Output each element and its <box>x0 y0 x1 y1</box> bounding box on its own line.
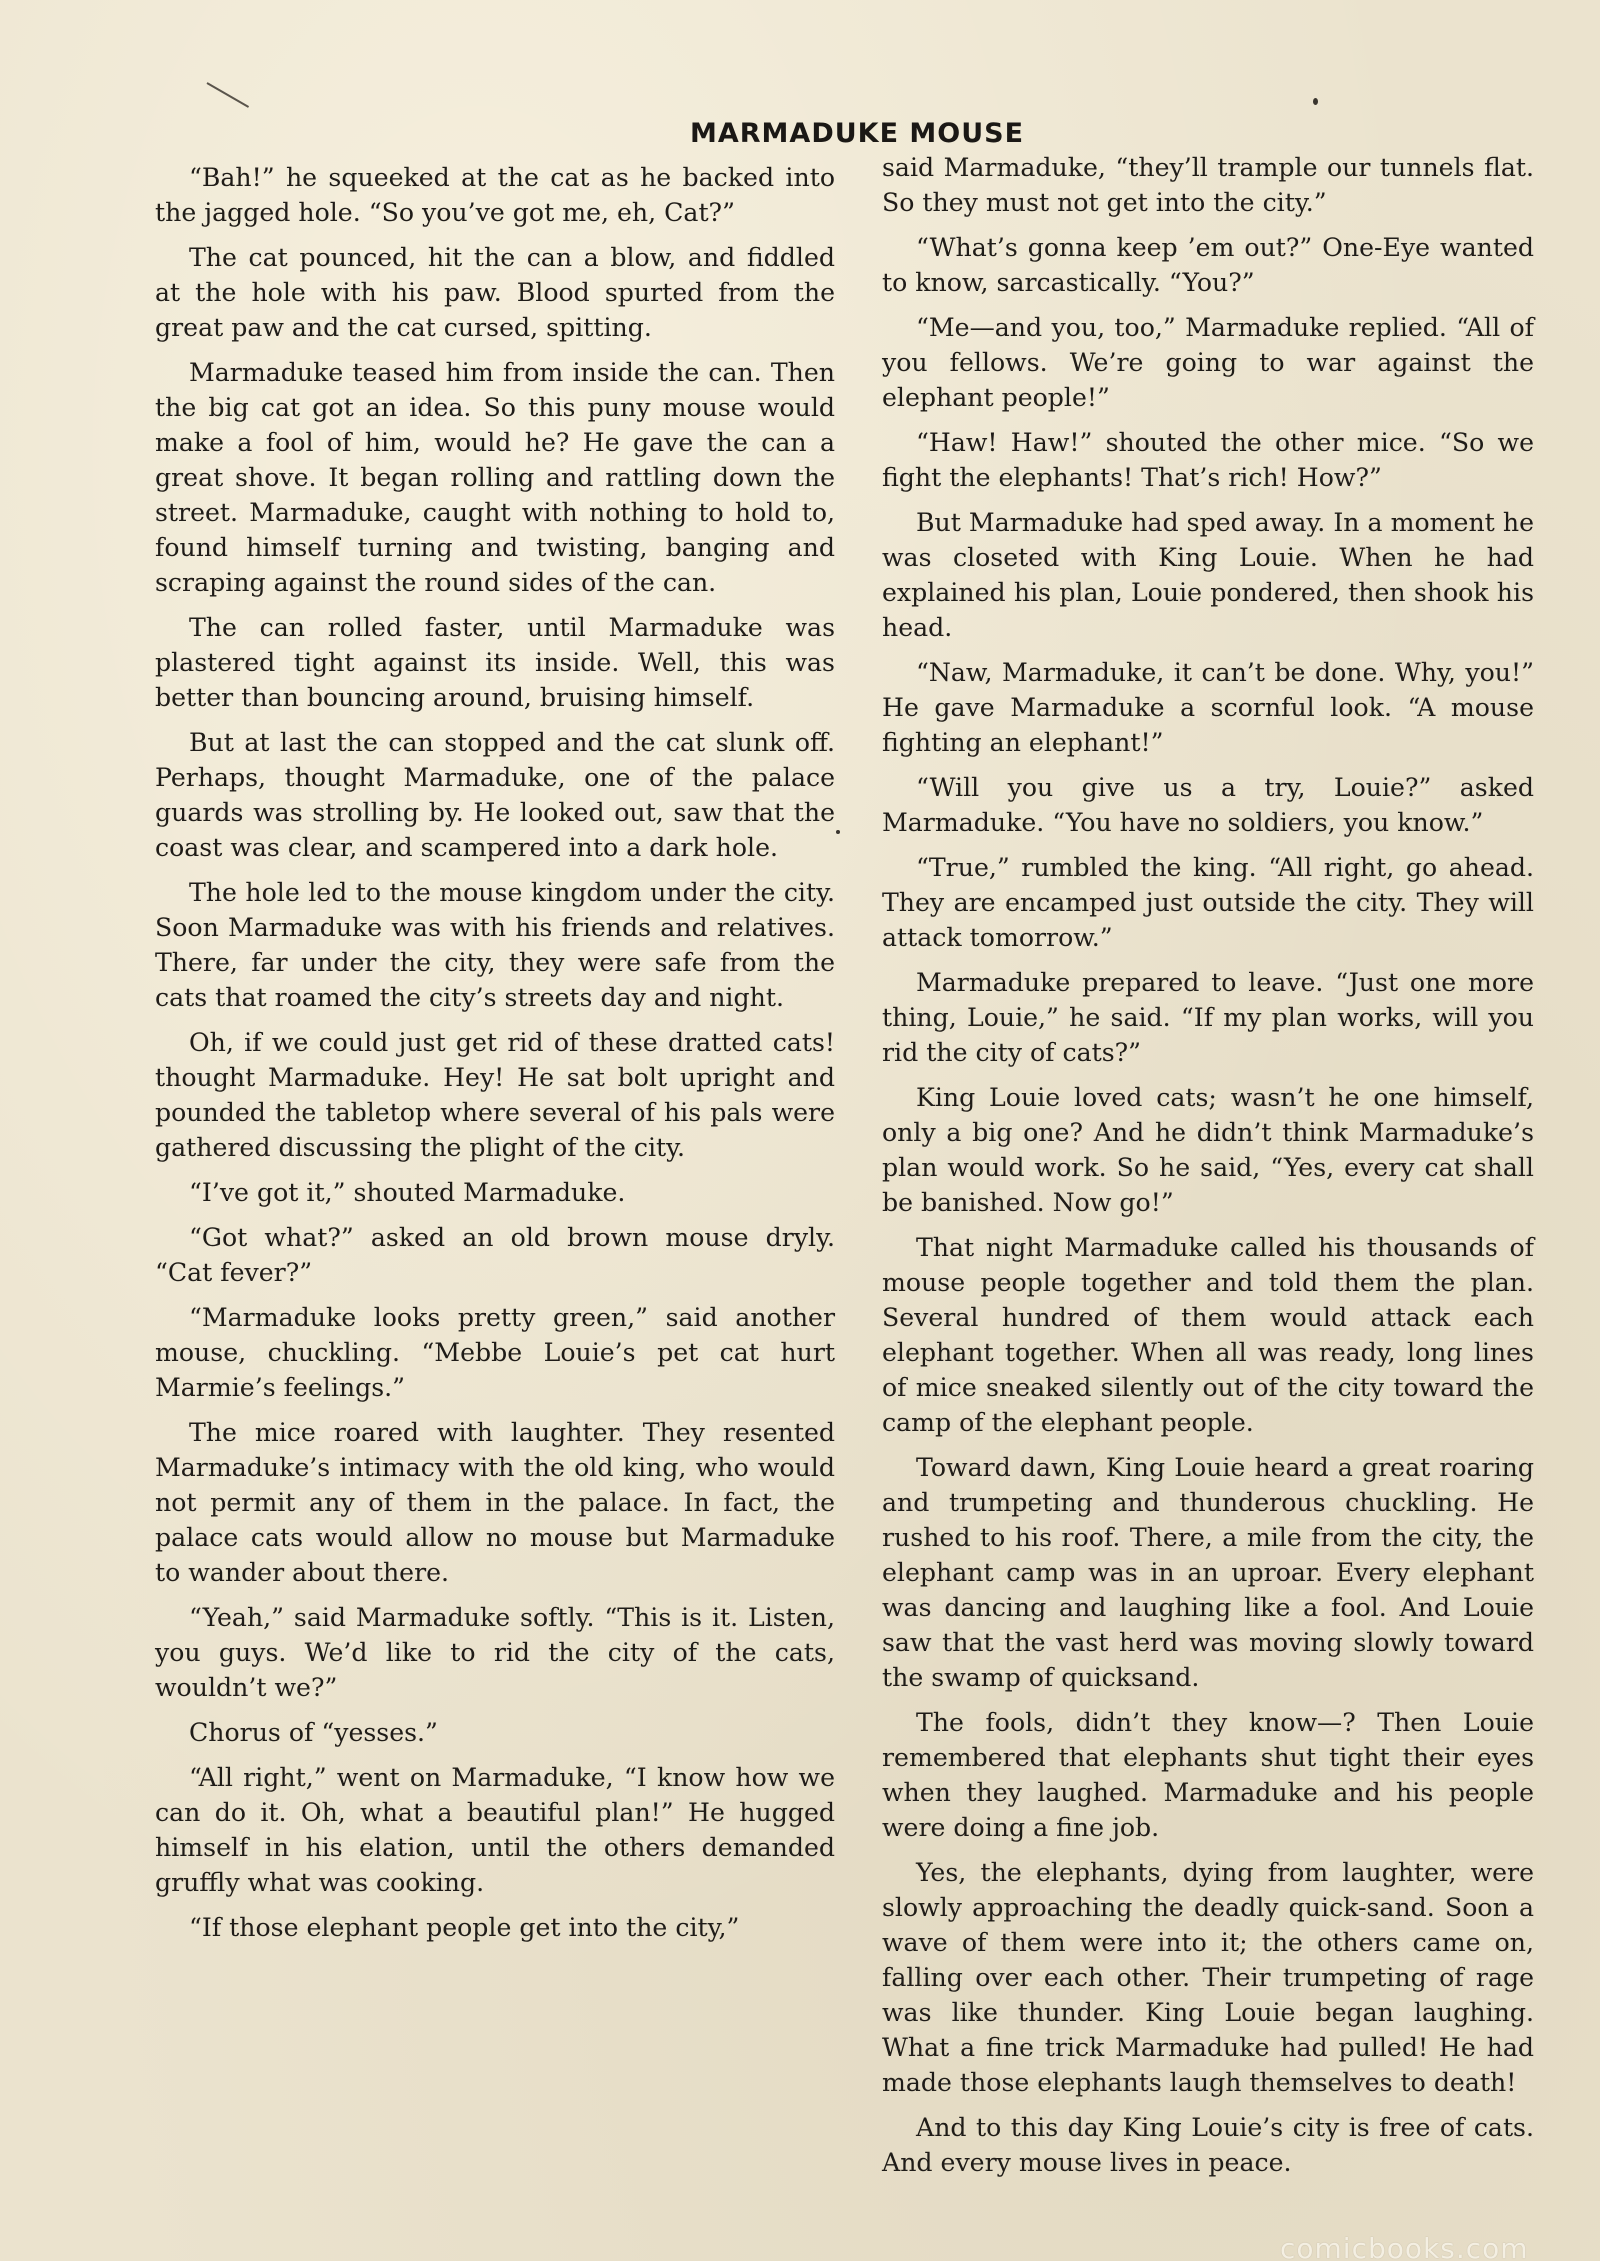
print-scratch-mark <box>207 82 250 108</box>
paragraph: But Marmaduke had sped away. In a moment he was closeted with King Louie. When he had explained his plan, Louie pondered, then shook his head. <box>882 508 1534 642</box>
paragraph: “Naw, Marmaduke, it can’t be done. Why, you!” He gave Marmaduke a scornful look. “A mouse fighting an elephant!” <box>882 658 1534 757</box>
paragraph: “Will you give us a try, Louie?” asked Marmaduke. “You have no soldiers, you know.” <box>882 773 1534 837</box>
paragraph: King Louie loved cats; wasn’t he one himself, only a big one? And he didn’t think Marmaduke’s plan would work. So he said, “Yes, every cat shall be banished. Now go!” <box>882 1083 1534 1217</box>
left-text-column <box>155 160 835 1955</box>
paragraph: said Marmaduke, “they’ll trample our tunnels flat. So they must not get into the city.” <box>882 153 1534 217</box>
paragraph: “Yeah,” said Marmaduke softly. “This is it. Listen, you guys. We’d like to rid the city of the cats, wouldn’t we?” <box>155 1603 835 1702</box>
paragraph: Marmaduke teased him from inside the can. Then the big cat got an idea. So this puny mouse would make a fool of him, would he? He gave the can a great shove. It began rolling and rattling down the street. Marmaduke, caught with nothing to hold to, found himself turning and twisting, banging and scraping against the round sides of the can. <box>155 358 835 597</box>
paragraph: “Got what?” asked an old brown mouse dryly. “Cat fever?” <box>155 1223 835 1287</box>
paragraph: The cat pounced, hit the can a blow, and fiddled at the hole with his paw. Blood spurted from the great paw and the cat cursed, spitting. <box>155 243 835 342</box>
paragraph: Marmaduke prepared to leave. “Just one more thing, Louie,” he said. “If my plan works, will you rid the city of cats?” <box>882 968 1534 1067</box>
page-header: MARMADUKE MOUSE <box>690 118 1025 149</box>
print-speck <box>836 830 840 834</box>
print-speck <box>1313 98 1318 105</box>
paragraph: “Bah!” he squeeked at the cat as he backed into the jagged hole. “So you’ve got me, eh, Cat?” <box>155 163 835 227</box>
paragraph: “All right,” went on Marmaduke, “I know how we can do it. Oh, what a beautiful plan!” He hugged himself in his elation, until the others demanded gruffly what was cooking. <box>155 1763 835 1897</box>
paragraph: The hole led to the mouse kingdom under the city. Soon Marmaduke was with his friends and relatives. There, far under the city, they were safe from the cats that roamed the city’s streets day and night. <box>155 878 835 1012</box>
watermark-text: comicbooks.com <box>1280 2232 1529 2261</box>
paragraph: “I’ve got it,” shouted Marmaduke. <box>189 1178 626 1207</box>
paragraph: Yes, the elephants, dying from laughter, were slowly approaching the deadly quick-sand. Soon a wave of them were into it; the others came on, falling over each other. Their trumpeting of rage was like thunder. King Louie began laughing. What a fine trick Marmaduke had pulled! He had made those elephants laugh themselves to death! <box>882 1858 1534 2097</box>
right-text-column <box>882 150 1534 2190</box>
paragraph: The can rolled faster, until Marmaduke was plastered tight against its inside. Well, this was better than bouncing around, bruising himself. <box>155 613 835 712</box>
paragraph: But at last the can stopped and the cat slunk off. Perhaps, thought Marmaduke, one of the palace guards was strolling by. He looked out, saw that the coast was clear, and scampered into a dark hole. <box>155 728 835 862</box>
paragraph: Toward dawn, King Louie heard a great roaring and trumpeting and thunderous chuckling. He rushed to his roof. There, a mile from the city, the elephant camp was in an uproar. Every elephant was dancing and laughing like a fool. And Louie saw that the vast herd was moving slowly toward the swamp of quicksand. <box>882 1453 1534 1692</box>
paragraph: Chorus of “yesses.” <box>189 1718 438 1747</box>
paragraph: “What’s gonna keep ’em out?” One-Eye wanted to know, sarcastically. “You?” <box>882 233 1534 297</box>
paragraph: “If those elephant people get into the city,” <box>189 1913 740 1942</box>
paragraph: “Me—and you, too,” Marmaduke replied. “All of you fellows. We’re going to war against the elephant people!” <box>882 313 1534 412</box>
paragraph: That night Marmaduke called his thousands of mouse people together and told them the plan. Several hundred of them would attack each elephant together. When all was ready, long lines of mice sneaked silently out of the city toward the camp of the elephant people. <box>882 1233 1534 1437</box>
paragraph: “True,” rumbled the king. “All right, go ahead. They are encamped just outside the city. They will attack tomorrow.” <box>882 853 1534 952</box>
paragraph: The mice roared with laughter. They resented Marmaduke’s intimacy with the old king, who would not permit any of them in the palace. In fact, the palace cats would allow no mouse but Marmaduke to wander about there. <box>155 1418 835 1587</box>
paragraph: “Haw! Haw!” shouted the other mice. “So we fight the elephants! That’s rich! How?” <box>882 428 1534 492</box>
paragraph: And to this day King Louie’s city is free of cats. And every mouse lives in peace. <box>882 2113 1534 2177</box>
paragraph: Oh, if we could just get rid of these dratted cats! thought Marmaduke. Hey! He sat bolt upright and pounded the tabletop where several of his pals were gathered discussing the plight of the city. <box>155 1028 835 1162</box>
paragraph: “Marmaduke looks pretty green,” said another mouse, chuckling. “Mebbe Louie’s pet cat hurt Marmie’s feelings.” <box>155 1303 835 1402</box>
paragraph: The fools, didn’t they know—? Then Louie remembered that elephants shut tight their eyes when they laughed. Marmaduke and his people were doing a fine job. <box>882 1708 1534 1842</box>
